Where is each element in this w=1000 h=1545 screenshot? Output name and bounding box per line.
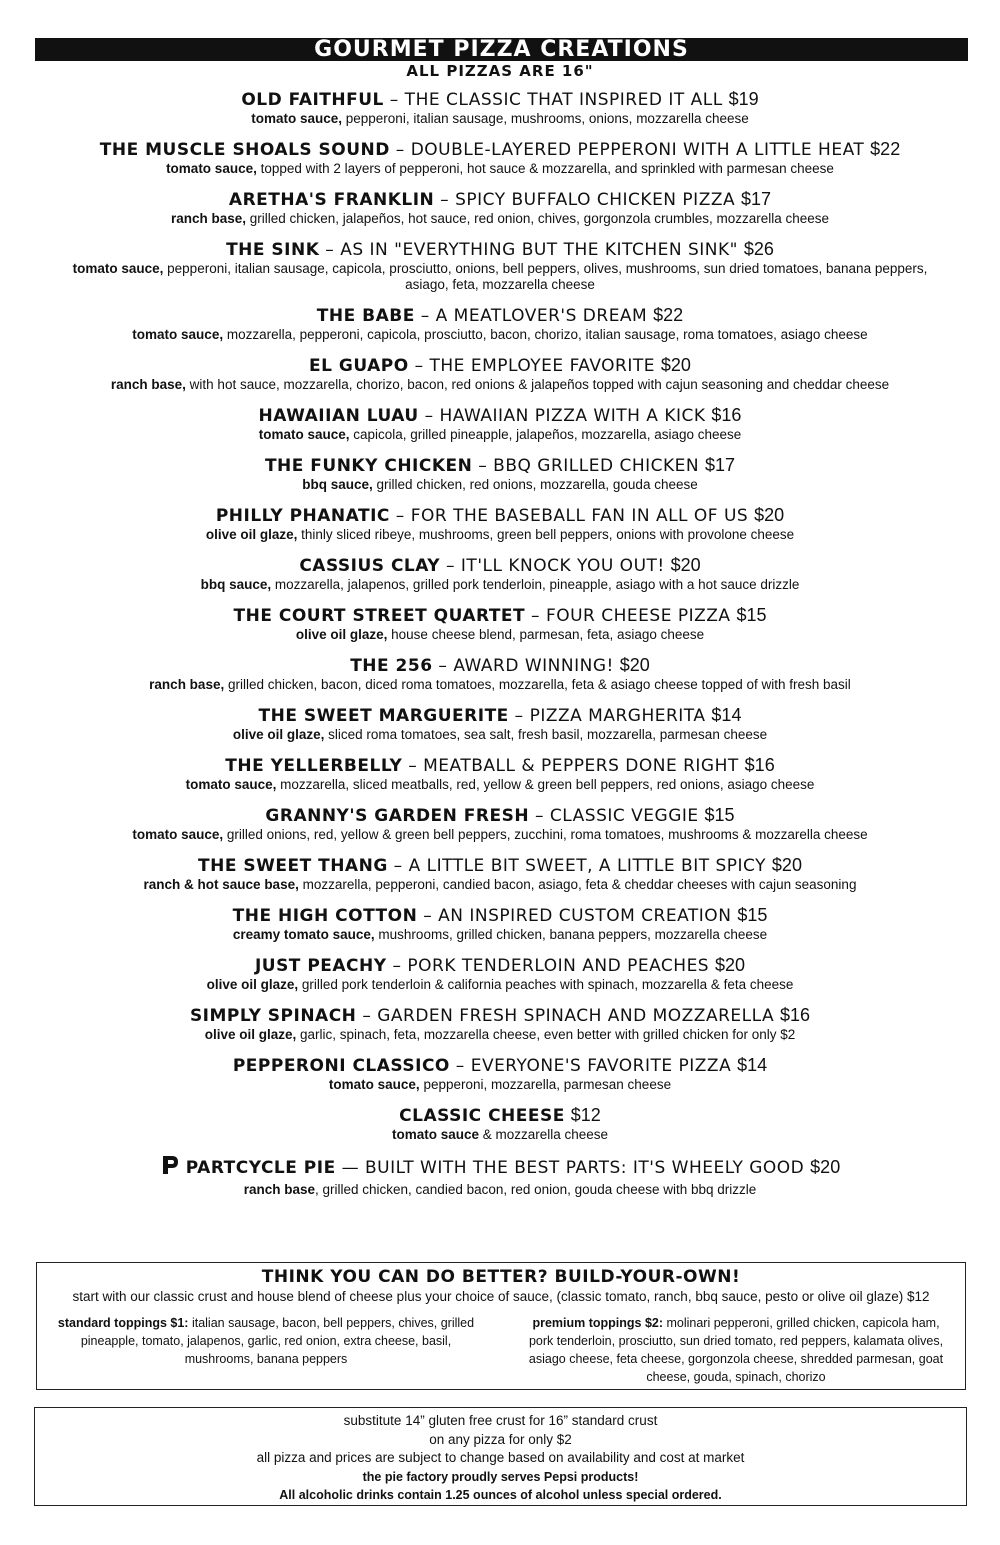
- menu-item-tagline: – PIZZA MARGHERITA: [508, 706, 706, 726]
- menu-item-ingredients: mozzarella, pepperoni, capicola, prosciutto, bacon, chorizo, italian sausage, roma tomatoes, asiago cheese: [223, 327, 868, 342]
- menu-item: [0, 1054, 1000, 1093]
- menu-item-base: ranch & hot sauce base,: [143, 877, 299, 892]
- menu-item-description: [0, 477, 1000, 493]
- menu-item-heading: [0, 654, 1000, 677]
- menu-item-ingredients: house cheese blend, parmesan, feta, asiago cheese: [387, 627, 705, 642]
- menu-item-tagline: – EVERYONE'S FAVORITE PIZZA: [449, 1056, 732, 1076]
- build-your-own-intro: start with our classic crust and house blend of cheese plus your choice of sauce, (classic tomato, ranch, bbq sauce, pesto or olive oil glaze) $12: [72, 1289, 930, 1304]
- gluten-free-note: substitute 14” gluten free crust for 16” standard crust: [343, 1413, 658, 1428]
- menu-item-ingredients: & mozzarella cheese: [478, 1127, 609, 1142]
- menu-item-description: [0, 377, 1000, 393]
- menu-item-base: olive oil glaze,: [206, 977, 299, 992]
- menu-item-heading: [0, 1154, 1000, 1182]
- menu-item: [0, 754, 1000, 793]
- menu-item-price: $26: [743, 239, 774, 259]
- menu-item-name: THE SINK: [226, 240, 320, 260]
- menu-item: [0, 138, 1000, 177]
- menu-item-description: [0, 577, 1000, 593]
- menu-item-description: [0, 1027, 1000, 1043]
- menu-item: [0, 704, 1000, 743]
- menu-item-ingredients: thinly sliced ribeye, mushrooms, green bell peppers, onions with provolone cheese: [297, 527, 795, 542]
- menu-item-description: [0, 161, 1000, 177]
- menu-item-ingredients: , grilled chicken, candied bacon, red onion, gouda cheese with bbq drizzle: [315, 1182, 757, 1197]
- standard-toppings-label: standard toppings $1:: [57, 1316, 189, 1330]
- menu-item: [0, 604, 1000, 643]
- menu-list: [0, 88, 1000, 1209]
- menu-item-ingredients: grilled chicken, jalapeños, hot sauce, red onion, chives, gorgonzola crumbles, mozzarella cheese: [245, 211, 830, 226]
- menu-item-tagline: – SPICY BUFFALO CHICKEN PIZZA: [434, 190, 736, 210]
- gluten-free-price-note: on any pizza for only $2: [429, 1431, 572, 1447]
- menu-item-description: [0, 877, 1000, 893]
- menu-item-name: THE 256: [350, 656, 433, 676]
- menu-item-heading: [0, 88, 1000, 111]
- menu-item-name: GRANNY'S GARDEN FRESH: [265, 806, 530, 826]
- menu-item-name: CLASSIC CHEESE: [399, 1106, 565, 1126]
- menu-item-heading: [0, 854, 1000, 877]
- alcohol-note: All alcoholic drinks contain 1.25 ounces of alcohol unless special ordered.: [279, 1488, 722, 1502]
- menu-item-tagline: – FOUR CHEESE PIZZA: [525, 606, 731, 626]
- menu-item-price: $20: [670, 555, 701, 575]
- menu-item-base: olive oil glaze,: [295, 627, 388, 642]
- menu-item-tagline: – AS IN "EVERYTHING BUT THE KITCHEN SINK": [319, 240, 738, 260]
- menu-item-ingredients: grilled pork tenderloin & california peaches with spinach, mozzarella & feta cheese: [298, 977, 794, 992]
- menu-item-price: $20: [715, 955, 746, 975]
- menu-item-tagline: – AWARD WINNING!: [432, 656, 614, 676]
- menu-item-base: tomato sauce,: [166, 161, 257, 176]
- menu-item-base: tomato sauce: [391, 1127, 479, 1142]
- menu-item-ingredients: grilled chicken, bacon, diced roma tomatoes, mozzarella, feta & asiago cheese topped of with fresh basil: [224, 677, 851, 692]
- menu-item-name: EL GUAPO: [309, 356, 409, 376]
- menu-item-price: $16: [780, 1005, 811, 1025]
- menu-item-heading: [0, 404, 1000, 427]
- menu-item-price: $20: [754, 505, 785, 525]
- menu-item-heading: [0, 354, 1000, 377]
- menu-item-tagline: – FOR THE BASEBALL FAN IN ALL OF US: [389, 506, 749, 526]
- menu-item-price: $17: [741, 189, 772, 209]
- menu-item-tagline: – A LITTLE BIT SWEET, A LITTLE BIT SPICY: [387, 856, 767, 876]
- menu-item-description: [0, 677, 1000, 693]
- premium-toppings-label: premium toppings $2:: [532, 1316, 664, 1330]
- menu-item-tagline: – BBQ GRILLED CHICKEN: [472, 456, 700, 476]
- menu-item-name: OLD FAITHFUL: [241, 90, 384, 110]
- price-change-note: all pizza and prices are subject to change based on availability and cost at market: [256, 1450, 745, 1465]
- menu-item-heading: [0, 138, 1000, 161]
- page-title: GOURMET PIZZA CREATIONS: [35, 38, 968, 61]
- menu-item-price: $14: [737, 1055, 768, 1075]
- menu-item: [0, 954, 1000, 993]
- menu-item-name: PHILLY PHANATIC: [215, 506, 390, 526]
- menu-item-base: ranch base,: [149, 677, 225, 692]
- menu-item-description: [0, 211, 1000, 227]
- menu-item-description: [0, 927, 1000, 943]
- menu-item-base: tomato sauce,: [132, 827, 224, 842]
- menu-item-tagline: – MEATBALL & PEPPERS DONE RIGHT: [402, 756, 739, 776]
- menu-item-base: bbq sauce,: [302, 477, 373, 492]
- menu-item: [0, 1154, 1000, 1198]
- menu-item-heading: [0, 188, 1000, 211]
- menu-item-base: tomato sauce,: [251, 111, 343, 126]
- menu-item-heading: [0, 804, 1000, 827]
- menu-item: [0, 304, 1000, 343]
- menu-item-ingredients: mozzarella, jalapenos, grilled pork tenderloin, pineapple, asiago with a hot sauce drizzle: [271, 577, 800, 592]
- menu-item-ingredients: mozzarella, pepperoni, candied bacon, asiago, feta & cheddar cheeses with cajun seasoning: [298, 877, 857, 892]
- menu-item-base: tomato sauce,: [132, 327, 224, 342]
- menu-item: [0, 404, 1000, 443]
- menu-item-price: $20: [619, 655, 650, 675]
- menu-item-heading: [0, 954, 1000, 977]
- menu-item-name: SIMPLY SPINACH: [189, 1006, 357, 1026]
- menu-item-base: ranch base,: [170, 211, 246, 226]
- menu-item-heading: [0, 504, 1000, 527]
- menu-item-name: THE FUNKY CHICKEN: [264, 456, 473, 476]
- menu-item-description: [0, 261, 1000, 293]
- menu-item-price: $17: [705, 455, 736, 475]
- menu-item-ingredients: sliced roma tomatoes, sea salt, fresh basil, mozzarella, parmesan cheese: [324, 727, 768, 742]
- menu-item-price: $22: [870, 139, 901, 159]
- menu-item-base: creamy tomato sauce,: [232, 927, 375, 942]
- menu-item-price: $15: [737, 905, 768, 925]
- menu-item-price: $20: [771, 855, 802, 875]
- menu-item-ingredients: with hot sauce, mozzarella, chorizo, bacon, red onions & jalapeños topped with cajun seasoning and cheddar cheese: [185, 377, 890, 392]
- menu-item-ingredients: capicola, grilled pineapple, jalapeños, mozzarella, asiago cheese: [349, 427, 742, 442]
- menu-item-name: THE HIGH COTTON: [232, 906, 418, 926]
- menu-item-description: [0, 727, 1000, 743]
- menu-item-base: olive oil glaze,: [232, 727, 325, 742]
- menu-item: [0, 804, 1000, 843]
- menu-item-price: $15: [736, 605, 767, 625]
- menu-item-name: THE SWEET THANG: [198, 856, 388, 876]
- menu-item-heading: [0, 304, 1000, 327]
- menu-item-name: ARETHA'S FRANKLIN: [228, 190, 435, 210]
- menu-item-base: tomato sauce,: [72, 261, 164, 276]
- menu-item-tagline: – DOUBLE-LAYERED PEPPERONI WITH A LITTLE HEAT: [389, 140, 865, 160]
- menu-item-tagline: – PORK TENDERLOIN AND PEACHES: [386, 956, 710, 976]
- menu-item-name: PARTCYCLE PIE: [185, 1158, 336, 1178]
- standard-toppings-list: italian sausage, bacon, bell peppers, chives, grilled pineapple, tomato, jalapenos, garlic, red onion, extra cheese, basil, mushrooms, banana peppers: [80, 1316, 475, 1366]
- menu-item-ingredients: grilled chicken, red onions, mozzarella, gouda cheese: [372, 477, 698, 492]
- menu-item-name: THE YELLERBELLY: [225, 756, 403, 776]
- menu-item-ingredients: topped with 2 layers of pepperoni, hot sauce & mozzarella, and sprinkled with parmesan cheese: [256, 161, 834, 176]
- menu-item-tagline: – THE CLASSIC THAT INSPIRED IT ALL: [383, 90, 723, 110]
- menu-item-base: tomato sauce,: [258, 427, 350, 442]
- footer-notes: [34, 1407, 967, 1506]
- menu-item: [0, 554, 1000, 593]
- menu-item-ingredients: garlic, spinach, feta, mozzarella cheese, even better with grilled chicken for only $2: [296, 1027, 796, 1042]
- menu-item-base: olive oil glaze,: [204, 1027, 297, 1042]
- menu-item-tagline: – IT'LL KNOCK YOU OUT!: [440, 556, 665, 576]
- build-your-own-box: [36, 1262, 966, 1390]
- menu-item-description: [0, 427, 1000, 443]
- menu-item: [0, 1004, 1000, 1043]
- menu-item: [0, 904, 1000, 943]
- pepsi-note: the pie factory proudly serves Pepsi products!: [362, 1469, 639, 1484]
- menu-item-heading: [0, 754, 1000, 777]
- menu-item-base: tomato sauce,: [328, 1077, 420, 1092]
- menu-item-heading: [0, 238, 1000, 261]
- menu-item: [0, 188, 1000, 227]
- menu-item-ingredients: pepperoni, italian sausage, capicola, prosciutto, onions, bell peppers, olives, mushrooms, sun dried tomatoes, banana peppers, asiago, feta, mozzarella cheese: [163, 261, 928, 292]
- menu-item-price: $15: [704, 805, 735, 825]
- menu-item-ingredients: mozzarella, sliced meatballs, red, yellow & green bell peppers, red onions, asiago cheese: [276, 777, 815, 792]
- menu-item-description: [0, 827, 1000, 843]
- menu-item-heading: [0, 904, 1000, 927]
- menu-item-name: HAWAIIAN LUAU: [258, 406, 419, 426]
- menu-item-ingredients: pepperoni, mozzarella, parmesan cheese: [419, 1077, 672, 1092]
- menu-item-price: $19: [728, 89, 759, 109]
- menu-item-description: [0, 1077, 1000, 1093]
- standard-toppings: [51, 1314, 481, 1386]
- menu-item-tagline: — BUILT WITH THE BEST PARTS: IT'S WHEELY GOOD: [335, 1158, 805, 1178]
- menu-item-base: bbq sauce,: [200, 577, 272, 592]
- menu-item-description: [0, 977, 1000, 993]
- page-subtitle: ALL PIZZAS ARE 16": [406, 62, 594, 80]
- menu-item: [0, 88, 1000, 127]
- menu-item: [0, 854, 1000, 893]
- menu-item-description: [0, 1127, 1000, 1143]
- menu-item: [0, 454, 1000, 493]
- menu-item: [0, 238, 1000, 293]
- menu-item: [0, 654, 1000, 693]
- menu-item-name: THE COURT STREET QUARTET: [233, 606, 526, 626]
- menu-item-description: [0, 111, 1000, 127]
- menu-item-price: $16: [744, 755, 775, 775]
- menu-item-price: $14: [711, 705, 742, 725]
- menu-item-heading: [0, 1004, 1000, 1027]
- menu-item-name: THE BABE: [316, 306, 415, 326]
- menu-item-tagline: – A MEATLOVER'S DREAM: [414, 306, 648, 326]
- menu-item-tagline: – CLASSIC VEGGIE: [529, 806, 699, 826]
- menu-item: [0, 354, 1000, 393]
- menu-item-name: THE MUSCLE SHOALS SOUND: [99, 140, 390, 160]
- menu-item-description: [0, 777, 1000, 793]
- menu-item-base: ranch base,: [110, 377, 186, 392]
- menu-item-base: olive oil glaze,: [205, 527, 298, 542]
- menu-item-ingredients: grilled onions, red, yellow & green bell peppers, zucchini, roma tomatoes, mushrooms & mozzarella cheese: [223, 827, 868, 842]
- menu-item-description: [0, 327, 1000, 343]
- menu-item-heading: [0, 554, 1000, 577]
- menu-item: [0, 504, 1000, 543]
- menu-item-tagline: – AN INSPIRED CUSTOM CREATION: [417, 906, 732, 926]
- menu-item-base: tomato sauce,: [185, 777, 277, 792]
- premium-toppings: [521, 1314, 951, 1386]
- menu-item-tagline: – THE EMPLOYEE FAVORITE: [408, 356, 655, 376]
- menu-item-price: $20: [810, 1157, 841, 1177]
- build-your-own-title: THINK YOU CAN DO BETTER? BUILD-YOUR-OWN!: [261, 1267, 741, 1287]
- premium-toppings-list: molinari pepperoni, grilled chicken, capicola ham, pork tenderloin, prosciutto, sun dried tomato, red peppers, kalamata olives, asiago cheese, feta cheese, gorgonzola cheese, shredded parmesan, goat cheese, gouda, spinach, chorizo: [528, 1316, 944, 1384]
- menu-item-heading: [0, 454, 1000, 477]
- menu-item-name: JUST PEACHY: [254, 956, 387, 976]
- menu-item-heading: [0, 604, 1000, 627]
- menu-item-name: PEPPERONI CLASSICO: [232, 1056, 450, 1076]
- menu-item-name: CASSIUS CLAY: [299, 556, 441, 576]
- menu-item-heading: [0, 1054, 1000, 1077]
- menu-item-ingredients: pepperoni, italian sausage, mushrooms, onions, mozzarella cheese: [342, 111, 749, 126]
- menu-item-name: THE SWEET MARGUERITE: [258, 706, 509, 726]
- menu-item-description: [0, 627, 1000, 643]
- partcycle-logo-icon: [160, 1154, 180, 1182]
- menu-item-price: $22: [653, 305, 684, 325]
- menu-item-price: $12: [570, 1105, 601, 1125]
- menu-item-description: [0, 527, 1000, 543]
- menu-item-ingredients: mushrooms, grilled chicken, banana peppers, mozzarella cheese: [374, 927, 768, 942]
- menu-item-description: [0, 1182, 1000, 1198]
- menu-item-price: $16: [711, 405, 742, 425]
- menu-item-heading: [0, 704, 1000, 727]
- menu-item-heading: [0, 1104, 1000, 1127]
- menu-item-tagline: – HAWAIIAN PIZZA WITH A KICK: [418, 406, 706, 426]
- menu-item-tagline: – GARDEN FRESH SPINACH AND MOZZARELLA: [356, 1006, 775, 1026]
- menu-item: [0, 1104, 1000, 1143]
- menu-item-price: $20: [660, 355, 691, 375]
- menu-item-base: ranch base: [243, 1182, 315, 1197]
